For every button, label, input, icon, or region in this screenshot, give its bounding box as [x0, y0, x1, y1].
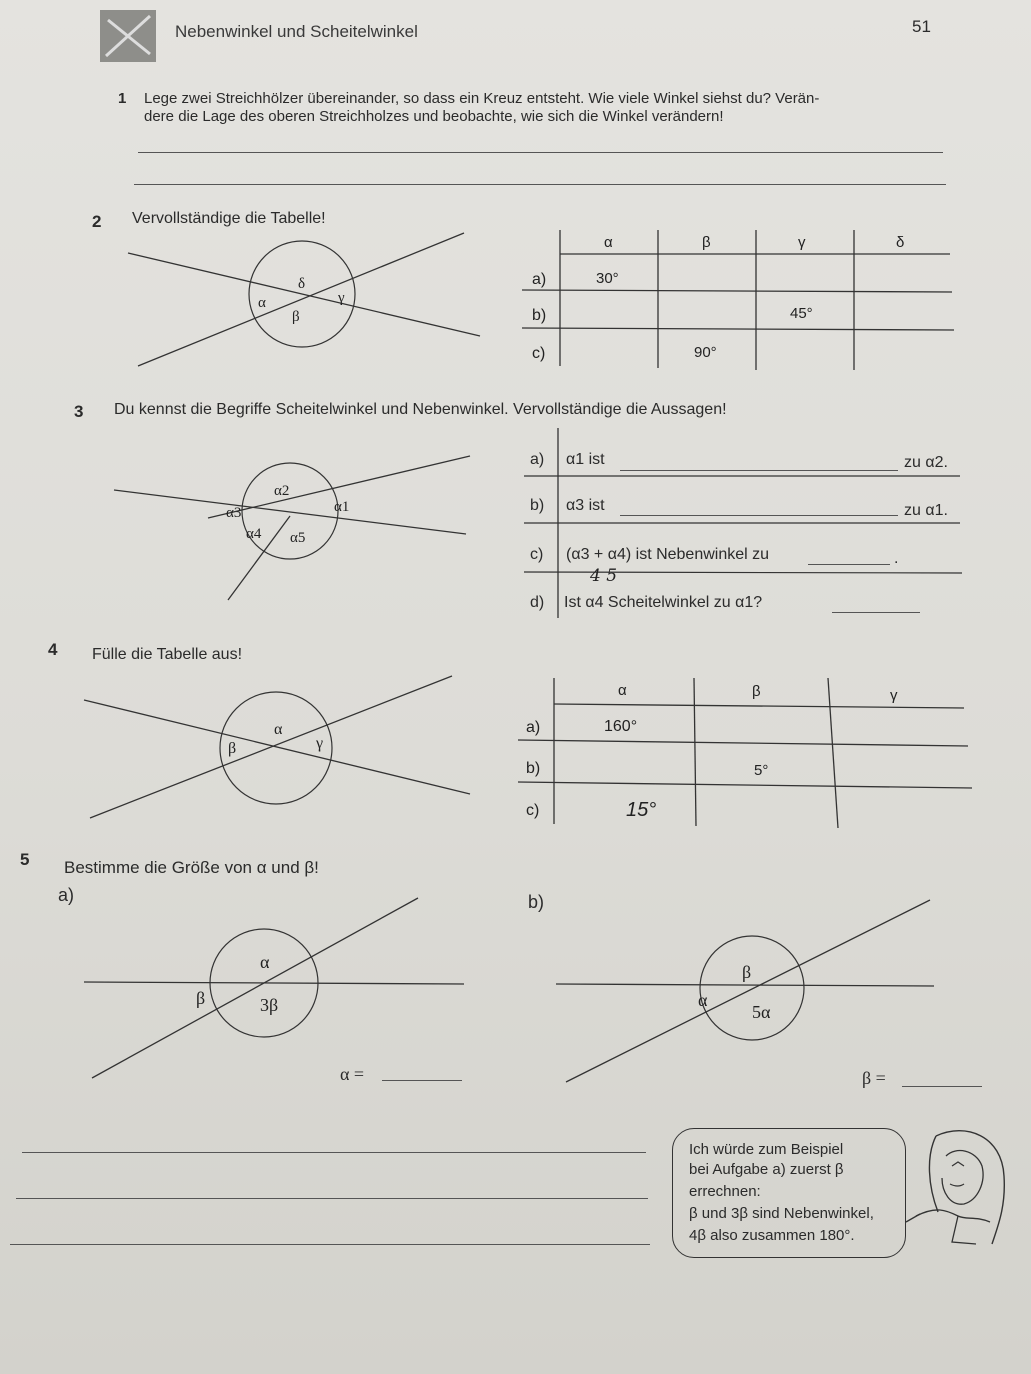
task1-text-line2: dere die Lage des oberen Streichholzes und beobachte, wie sich die Winkel verändern! [144, 108, 724, 125]
task3-figure [114, 452, 474, 602]
page-title: Nebenwinkel und Scheitelwinkel [175, 22, 418, 41]
statement-a-label: a) [530, 451, 545, 468]
header-alpha: α [618, 682, 627, 699]
part-a-label: a) [58, 885, 75, 905]
cell-value: 5° [754, 762, 769, 779]
task1-text-line1: Lege zwei Streichhölzer übereinander, so dass ein Kreuz entsteht. Wie viele Winkel siehst du? Verän- [144, 90, 820, 107]
answer-line[interactable] [138, 152, 943, 153]
page-number: 51 [912, 17, 931, 36]
row-label: b) [532, 307, 547, 324]
label-five-alpha: 5α [752, 1002, 771, 1022]
statement-a-end: zu α2. [904, 454, 948, 471]
header-gamma: γ [890, 687, 898, 704]
figure-line [138, 233, 464, 366]
angle-arc [700, 936, 804, 1040]
label-alpha2: α2 [274, 483, 290, 499]
task5a-figure [84, 890, 484, 1090]
statement-c-text: (α3 + α4) ist Nebenwinkel zu [566, 546, 770, 563]
answer-line[interactable] [10, 1244, 650, 1245]
task5-number: 5 [20, 850, 30, 869]
task3-number: 3 [74, 402, 84, 421]
label-gamma: γ [316, 735, 324, 752]
hint-line: 4β also zusammen 180°. [689, 1227, 855, 1244]
label-alpha: α [698, 990, 708, 1010]
statement-a-text: α1 ist [566, 451, 605, 468]
chapter-icon [100, 10, 156, 62]
girl-illustration [906, 1126, 1016, 1266]
figure-line [84, 700, 470, 794]
label-delta: δ [298, 276, 306, 292]
task4-table [514, 674, 974, 829]
label-beta: β [228, 740, 237, 757]
fill-blank-a[interactable] [620, 470, 898, 471]
answer-line[interactable] [16, 1198, 648, 1199]
label-beta: β [742, 962, 752, 982]
fill-blank-b[interactable] [620, 515, 898, 516]
answer-line[interactable] [134, 184, 946, 185]
answer-beta-label: β = [862, 1068, 886, 1088]
part-b-label: b) [528, 892, 545, 912]
label-alpha: α [260, 952, 270, 972]
label-beta: β [292, 309, 300, 325]
hint-speech-bubble [672, 1128, 906, 1258]
statement-d-text: Ist α4 Scheitelwinkel zu α1? [564, 594, 763, 611]
header-beta: β [702, 234, 711, 251]
figure-line [128, 253, 480, 336]
statement-b-end: zu α1. [904, 502, 948, 519]
handwritten-cell: 15° [626, 799, 657, 821]
label-beta: β [196, 988, 206, 1008]
hint-line: Ich würde zum Beispiel [689, 1141, 844, 1158]
row-label: b) [526, 760, 541, 777]
task1-number: 1 [118, 90, 127, 107]
task2-instruction: Vervollständige die Tabelle! [132, 210, 326, 227]
header-gamma: γ [798, 234, 806, 251]
header-delta: δ [896, 234, 905, 251]
header-beta: β [752, 683, 761, 700]
header-alpha: α [604, 234, 613, 251]
answer-alpha-blank[interactable] [382, 1080, 462, 1081]
task2-number: 2 [92, 212, 102, 231]
figure-line [92, 898, 418, 1078]
task3-instruction: Du kennst die Begriffe Scheitelwinkel und Nebenwinkel. Vervollständige die Aussagen! [114, 401, 727, 418]
figure-line [556, 984, 934, 986]
answer-alpha-label: α = [340, 1064, 365, 1084]
figure-line [90, 676, 452, 818]
hint-line: bei Aufgabe a) zuerst β [689, 1161, 844, 1178]
cell-value: 30° [596, 270, 619, 287]
answer-line[interactable] [22, 1152, 646, 1153]
cell-value: 160° [604, 718, 638, 735]
statement-b-text: α3 ist [566, 497, 605, 514]
label-alpha3: α3 [226, 505, 242, 521]
figure-line [84, 982, 464, 984]
task2-figure [128, 228, 498, 378]
label-alpha: α [274, 721, 283, 738]
label-gamma: γ [338, 290, 345, 306]
angle-icon [100, 10, 156, 62]
task5-instruction: Bestimme die Größe von α und β! [64, 858, 319, 877]
task5b-figure [552, 896, 952, 1086]
hint-line: errechnen: [689, 1183, 761, 1200]
answer-beta-blank[interactable] [902, 1086, 982, 1087]
label-three-beta: 3β [260, 995, 279, 1015]
row-label: a) [532, 271, 547, 288]
row-label: a) [526, 719, 541, 736]
figure-line [566, 900, 930, 1082]
task4-figure [84, 674, 484, 824]
label-alpha5: α5 [290, 530, 306, 546]
task4-instruction: Fülle die Tabelle aus! [92, 646, 243, 663]
handwritten-note: 4 5 [590, 566, 618, 586]
row-label: c) [526, 802, 540, 819]
task2-table [518, 226, 958, 371]
statement-b-label: b) [530, 497, 545, 514]
label-alpha4: α4 [246, 526, 262, 542]
hint-line: β und 3β sind Nebenwinkel, [689, 1205, 874, 1222]
statement-d-label: d) [530, 594, 545, 611]
fill-blank-d[interactable] [832, 612, 920, 613]
label-alpha: α [258, 295, 266, 311]
task4-number: 4 [48, 640, 58, 659]
statement-c-end: . [894, 550, 899, 567]
cell-value: 90° [694, 344, 717, 361]
row-label: c) [532, 345, 546, 362]
label-alpha1: α1 [334, 499, 350, 515]
figure-line [114, 490, 466, 534]
fill-blank-c[interactable] [808, 564, 890, 565]
statement-c-label: c) [530, 546, 544, 563]
cell-value: 45° [790, 305, 813, 322]
